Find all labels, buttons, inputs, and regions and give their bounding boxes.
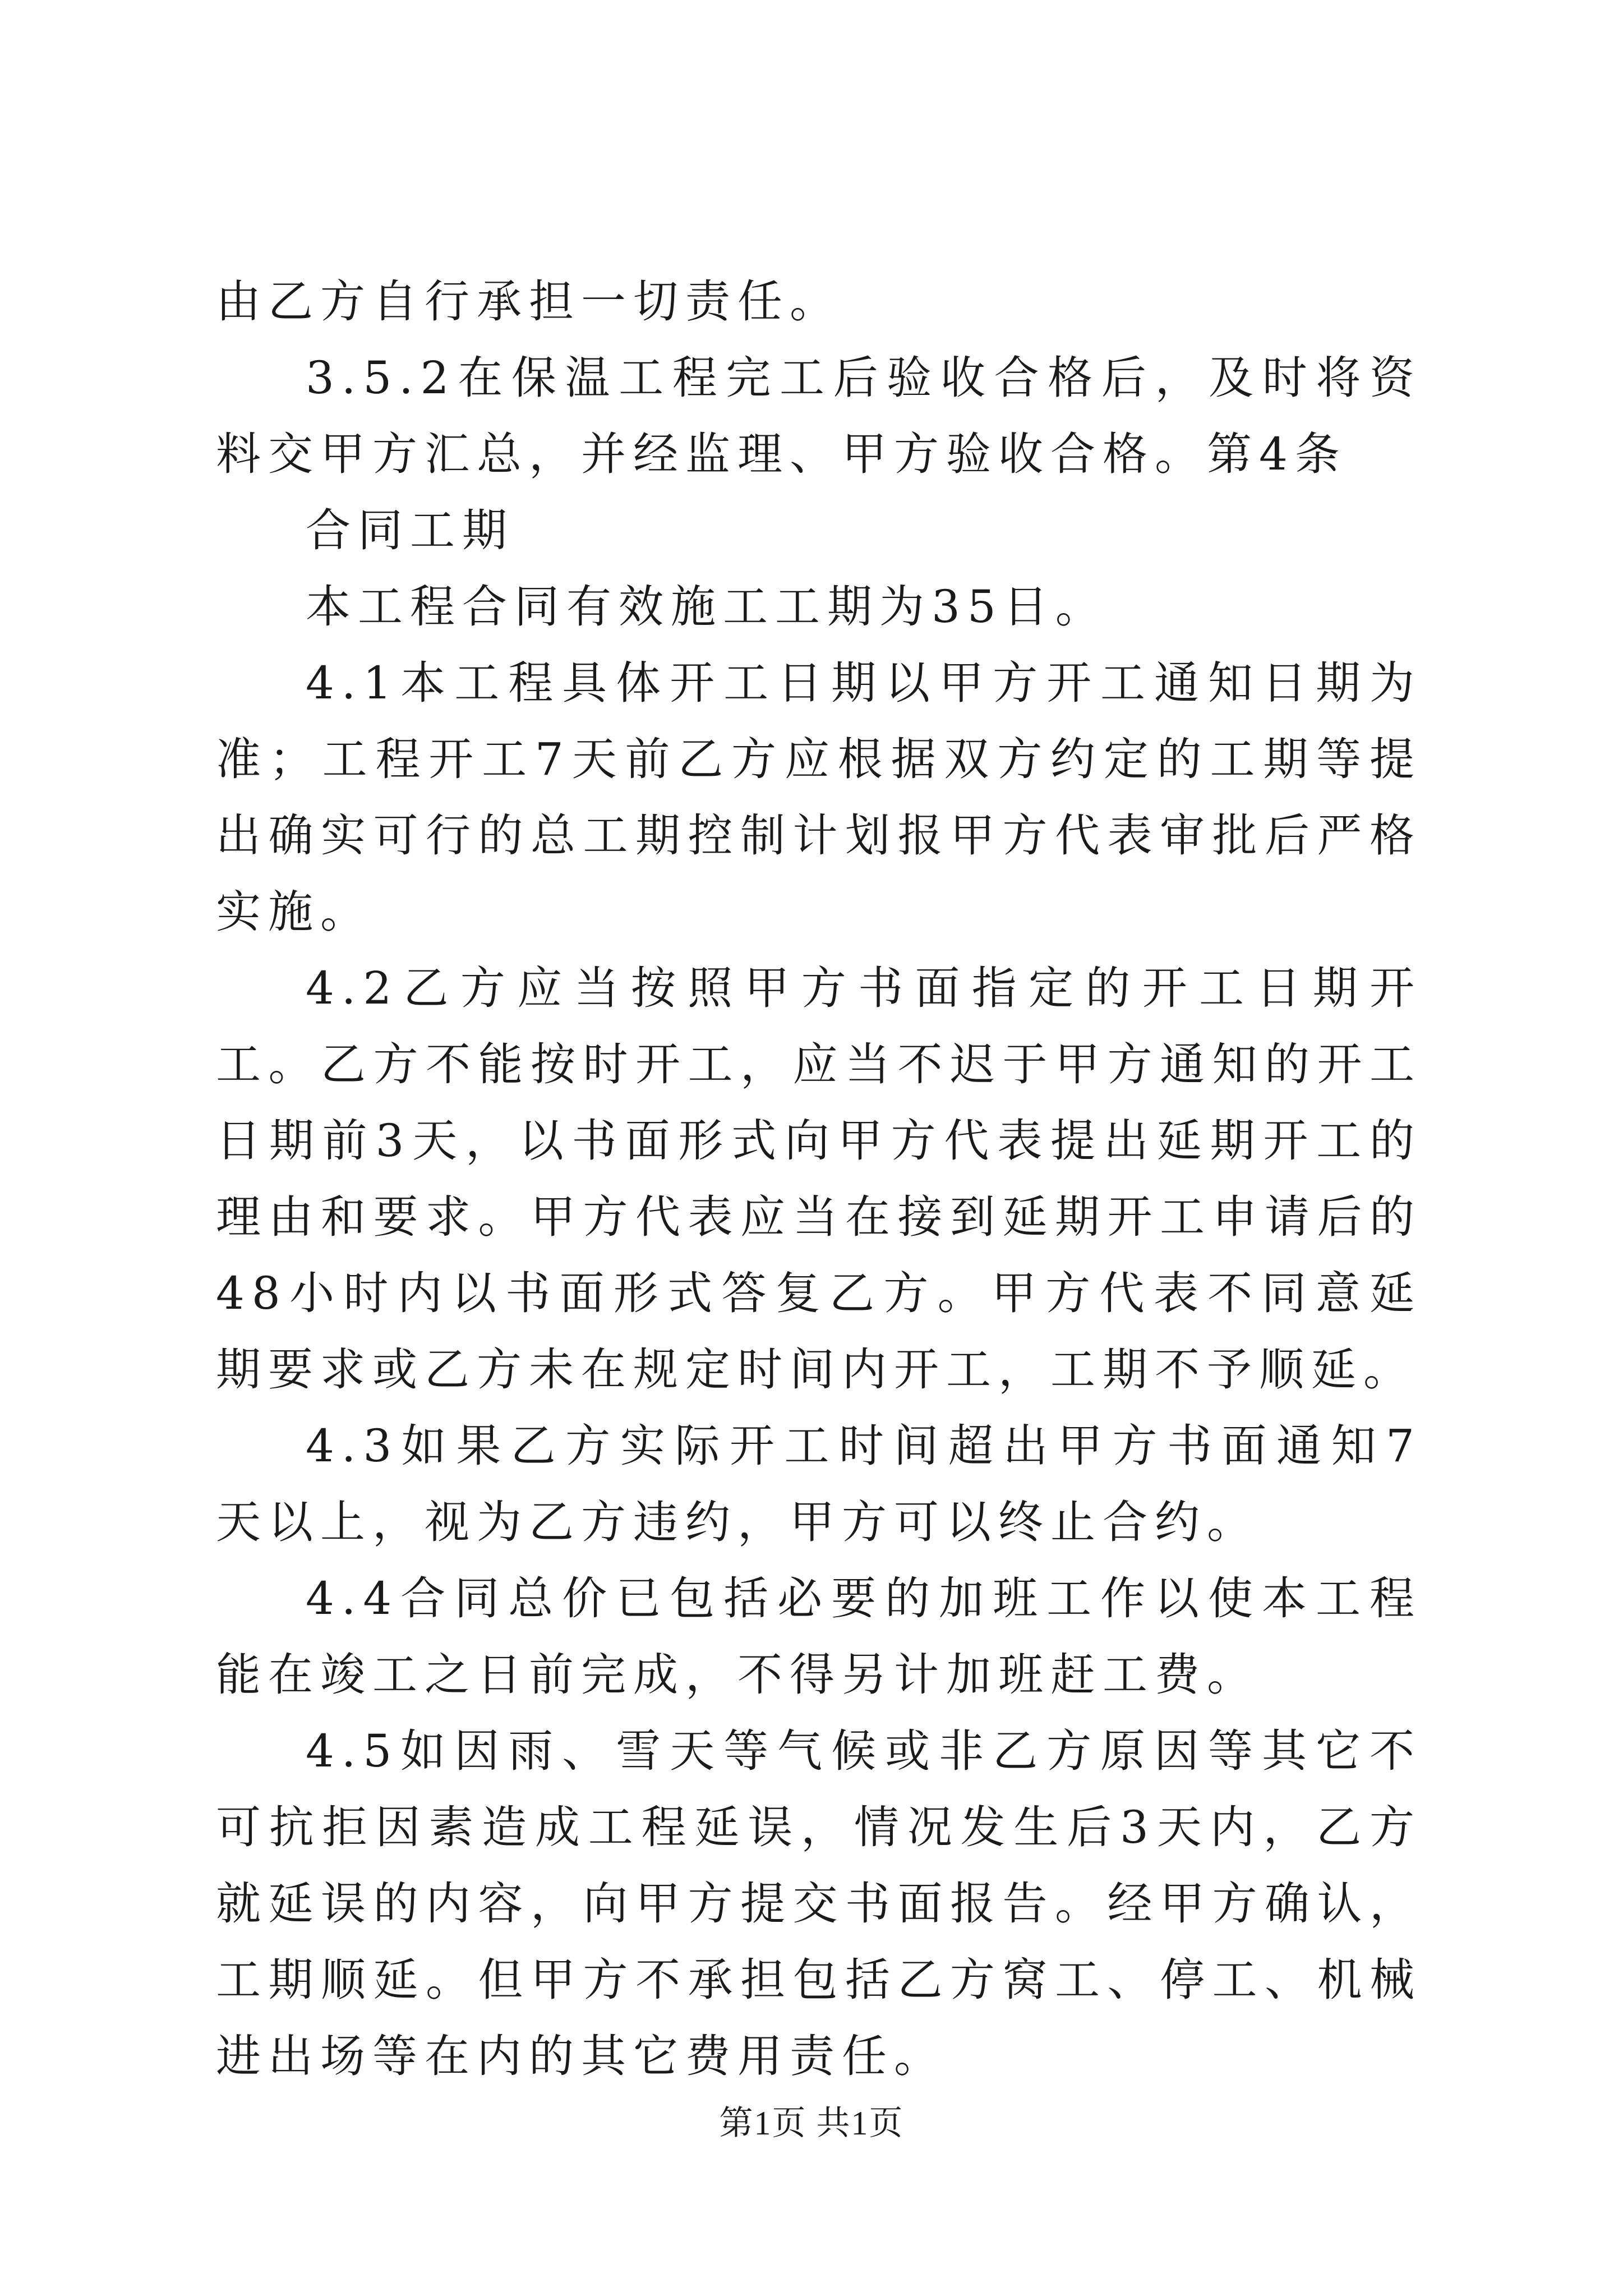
- section-heading-contract-period: 合同工期: [306, 504, 514, 556]
- paragraph-3-5-2: 3.5.2在保温工程完工后验收合格后，及时将资料交甲方汇总，并经监理、甲方验收合格。第4条: [216, 352, 1422, 480]
- paragraph-1: 由乙方自行承担一切责任。: [216, 275, 842, 328]
- paragraph-4-5: 4.5如因雨、雪天等气候或非乙方原因等其它不可抗拒因素造成工程延误，情况发生后3天内，乙方就延误的内容，向甲方提交书面报告。经甲方确认，工期顺延。但甲方不承担包括乙方窝工、停工、机械进出场等在内的其它费用责任。: [216, 1725, 1422, 2082]
- paragraph-construction-period: 本工程合同有效施工工期为35日。: [306, 581, 1108, 633]
- paragraph-4-3: 4.3如果乙方实际开工时间超出甲方书面通知7天以上，视为乙方违约，甲方可以终止合约。: [216, 1420, 1422, 1548]
- paragraph-4-2: 4.2乙方应当按照甲方书面指定的开工日期开工。乙方不能按时开工，应当不迟于甲方通知的开工日期前3天，以书面形式向甲方代表提出延期开工的理由和要求。甲方代表应当在接到延期开工申请后的48小时内以书面形式答复乙方。甲方代表不同意延期要求或乙方未在规定时间内开工，工期不予顺延。: [216, 962, 1422, 1396]
- paragraph-4-4: 4.4合同总价已包括必要的加班工作以使本工程能在竣工之日前完成，不得另计加班赶工费。: [216, 1572, 1422, 1701]
- page-number-footer: 第1页 共1页: [719, 2105, 904, 2142]
- document-body: [216, 264, 1422, 2095]
- paragraph-4-1: 4.1本工程具体开工日期以甲方开工通知日期为准；工程开工7天前乙方应根据双方约定的工期等提出确实可行的总工期控制计划报甲方代表审批后严格实施。: [216, 657, 1422, 938]
